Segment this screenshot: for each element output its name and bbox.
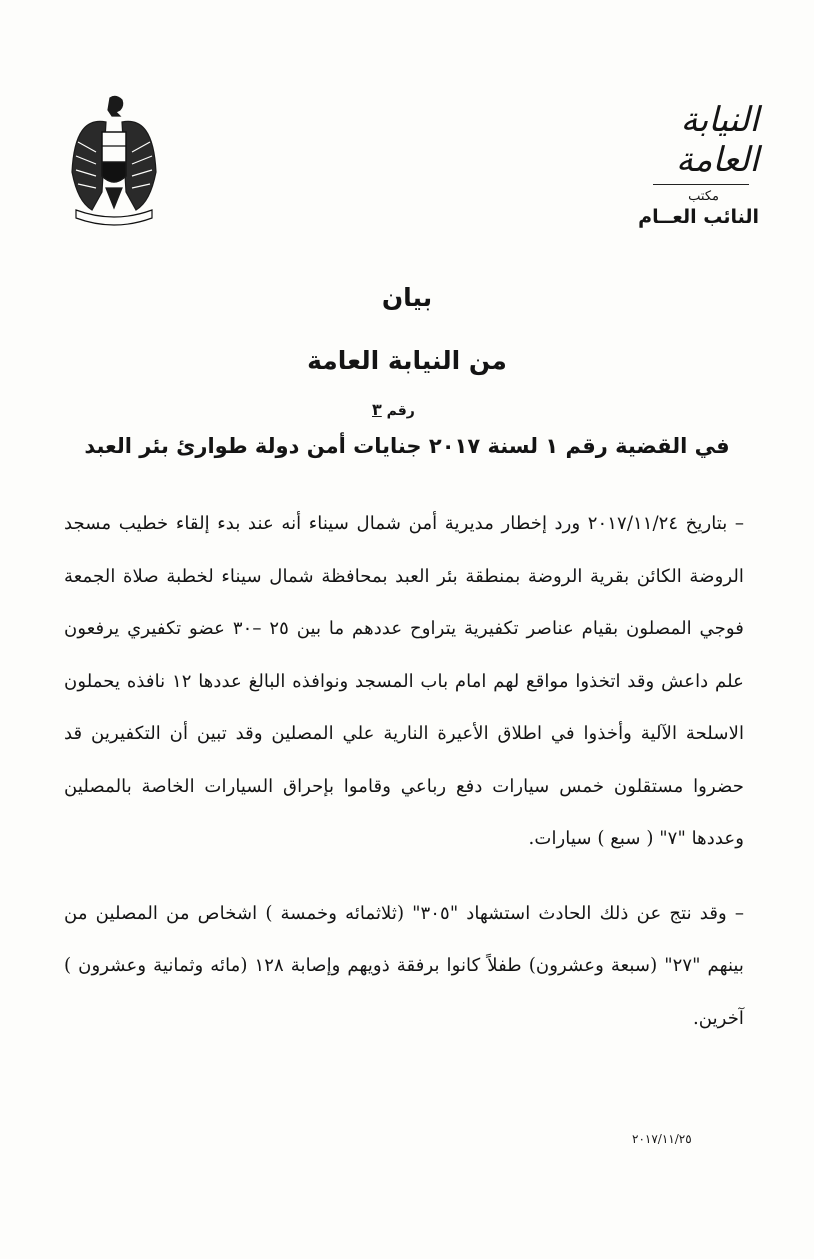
body-paragraph-1: – بتاريخ ٢٠١٧/١١/٢٤ ورد إخطار مديرية أمن شمال سيناء أنه عند بدء إلقاء خطيب مسجد الروضة الكائن بقرية الروضة بمنطقة بئر العبد بمحافظة شمال سيناء لخطبة صلاة الجمعة فوجي المصلون بقيام عناصر تكفيرية يتراوح عددهم ما بين ٢٥ –٣٠ عضو تكفيري يرفعون علم داعش وقد اتخذوا مواقع لهم امام باب المسجد ونوافذه البالغ عددها ١٢ نافذه يحملون الاسلحة الآلية وأخذوا في اطلاق الأعيرة النارية علي المصلين وقد تبين أن التكفيرين قد حضروا مستقلون خمس سيارات دفع رباعي وقاموا بإحراق السيارات الخاصة بالمصلين وعددها "٧" ( سبع ) سيارات. bbox=[64, 513, 744, 849]
letterhead bbox=[589, 100, 759, 228]
case-title: في القضية رقم ١ لسنة ٢٠١٧ جنايات أمن دولة طوارئ بئر العبد bbox=[84, 434, 730, 458]
statement-title: بيان bbox=[381, 283, 433, 312]
letterhead-divider bbox=[653, 184, 749, 185]
statement-body bbox=[64, 498, 744, 1045]
statement-source: من النيابة العامة bbox=[307, 346, 507, 375]
letterhead-office-name: النيابة العامة bbox=[675, 100, 759, 180]
statement-number-value: ٣ bbox=[372, 400, 382, 419]
letterhead-title: النائب العــام bbox=[638, 206, 759, 228]
statement-number-label: رقم bbox=[386, 403, 415, 419]
document-date: ٢٠١٧/١١/٢٥ bbox=[632, 1132, 692, 1146]
body-paragraph-2: – وقد نتج عن ذلك الحادث استشهاد "٣٠٥" (ثلاثمائه وخمسة ) اشخاص من المصلين من بينهم "٢٧" (سبعة وعشرون) طفلاً كانوا برفقة ذويهم وإصابة ١٢٨ (مائه وثمانية وعشرون ) آخرين. bbox=[64, 902, 744, 1029]
letterhead-sub: مكتب bbox=[688, 189, 719, 204]
statement-number bbox=[372, 400, 415, 419]
eagle-emblem-icon bbox=[66, 92, 162, 227]
